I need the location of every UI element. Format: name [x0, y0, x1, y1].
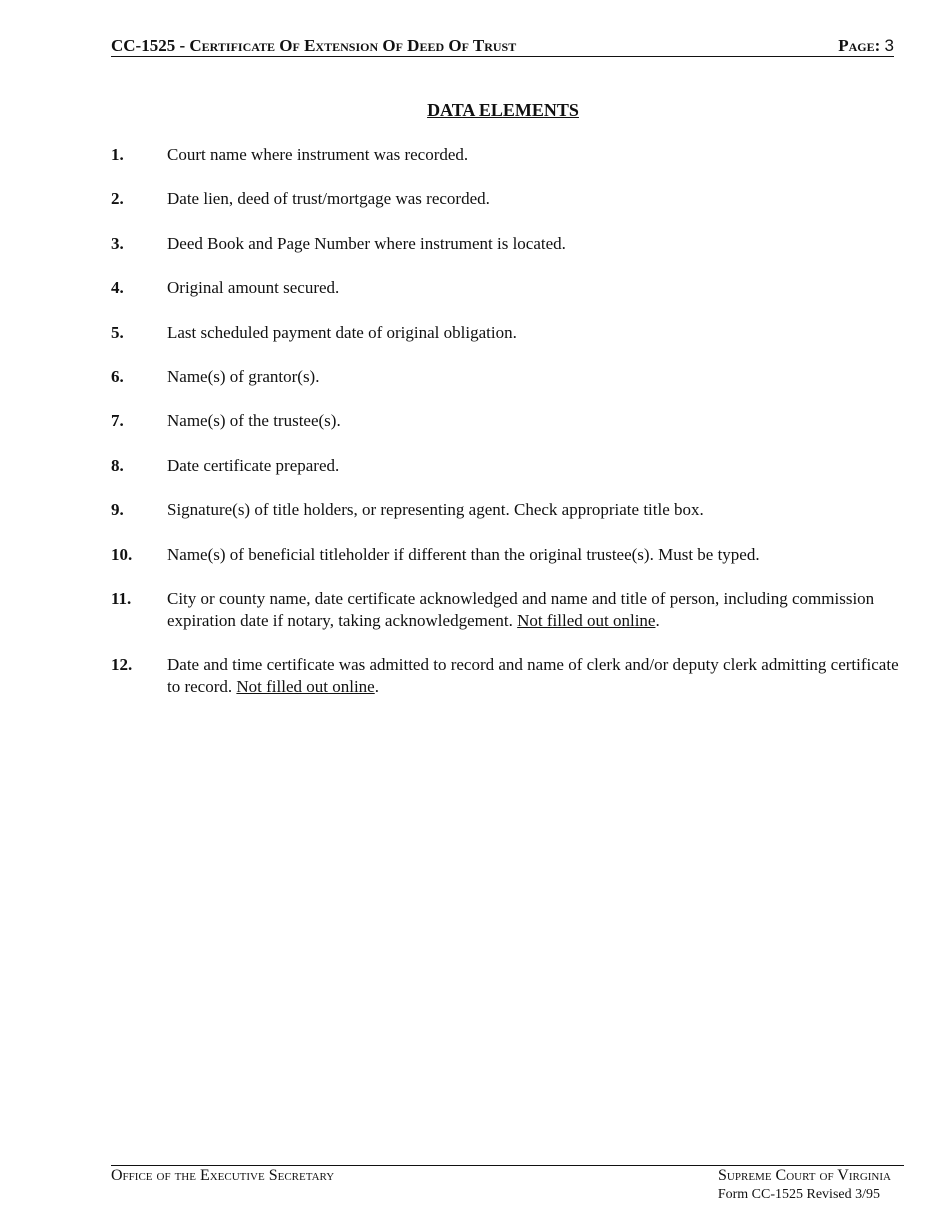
form-heading [111, 36, 516, 56]
page-indicator [838, 36, 894, 56]
item-text: Name(s) of the trustee(s). [167, 411, 341, 431]
page-header [111, 34, 894, 57]
item-number: 12. [111, 655, 133, 675]
list-item [111, 233, 901, 255]
list-item [111, 144, 901, 166]
item-text: Signature(s) of title holders, or representing agent. Check appropriate title box. [167, 500, 704, 520]
form-title: Certificate Of Extension Of Deed Of Trust [189, 36, 517, 55]
item-text: Name(s) of grantor(s). [167, 366, 320, 386]
item-text: Name(s) of beneficial titleholder if different than the original trustee(s). Must be typed. [167, 544, 760, 564]
item-text: Deed Book and Page Number where instrument is located. [167, 233, 566, 253]
item-text: City or county name, date certificate acknowledged and name and title of person, including commission expiration date if notary, taking acknowledgement. [167, 588, 875, 630]
item-number: 8. [111, 455, 124, 475]
item-number: 1. [111, 145, 124, 164]
item-text: Date certificate prepared. [167, 455, 340, 475]
list-item [111, 366, 901, 388]
page-label: Page: [838, 36, 885, 55]
list-item [111, 455, 901, 477]
item-text: Original amount secured. [167, 278, 340, 298]
item-number: 3. [111, 233, 124, 253]
item-text: Court name where instrument was recorded. [167, 145, 469, 164]
list-item [111, 410, 901, 432]
item-number: 11. [111, 588, 132, 608]
data-elements-list [111, 144, 901, 721]
item-number: 10. [111, 544, 133, 564]
form-code: CC-1525 - [111, 36, 190, 55]
list-item [111, 499, 901, 521]
section-title: DATA ELEMENTS [427, 100, 579, 120]
list-item [111, 322, 901, 344]
list-item [111, 544, 901, 566]
page-footer [111, 1165, 904, 1202]
item-text: Date lien, deed of trust/mortgage was recorded. [167, 189, 490, 209]
item-number: 5. [111, 322, 124, 342]
not-online-note: Not filled out online [517, 610, 656, 630]
footer-form-revision: Form CC-1525 Revised 3/95 [717, 1187, 880, 1202]
list-item [111, 277, 901, 299]
list-item [111, 188, 901, 210]
item-number: 7. [111, 411, 124, 431]
item-text: Last scheduled payment date of original obligation. [167, 322, 517, 342]
item-number: 6. [111, 366, 124, 386]
item-text-end: . [655, 610, 660, 630]
item-text-end: . [374, 677, 379, 697]
list-item [111, 588, 901, 632]
footer-office: Office of the Executive Secretary [111, 1167, 335, 1184]
page-number: 3 [884, 36, 894, 55]
item-number: 4. [111, 278, 124, 298]
not-online-note: Not filled out online [236, 677, 375, 697]
list-item [111, 654, 901, 698]
footer-court: Supreme Court of Virginia [718, 1167, 891, 1184]
item-number: 9. [111, 500, 124, 520]
item-text: Date and time certificate was admitted to record and name of clerk and/or deputy clerk admitting certificate to record. [167, 655, 899, 697]
item-number: 2. [111, 189, 124, 209]
